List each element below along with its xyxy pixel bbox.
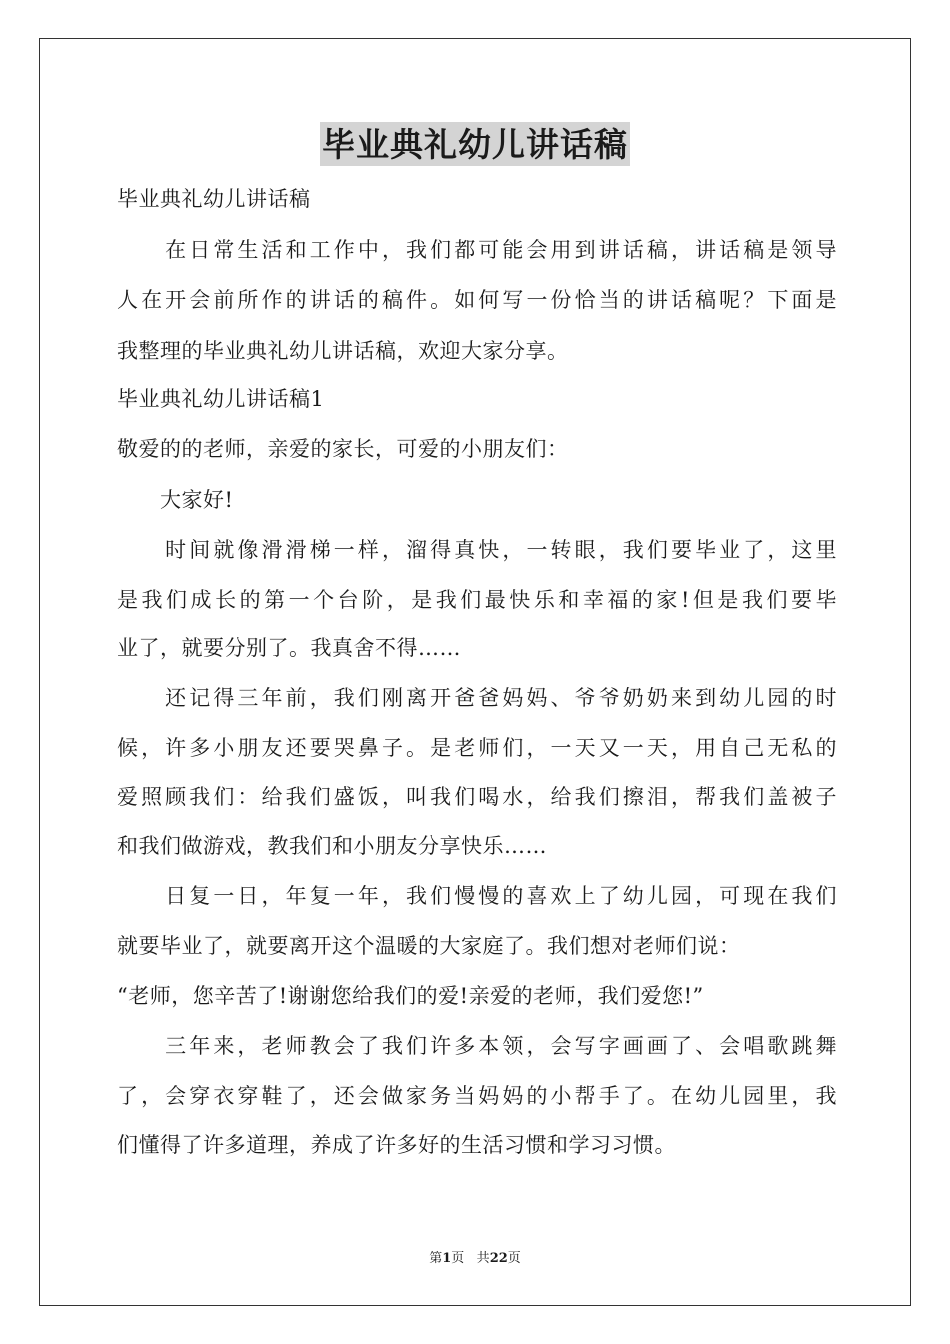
page-footer [0,1247,950,1266]
body-line: 们懂得了许多道理，养成了许多好的生活习惯和学习习惯。 [117,1133,676,1157]
body-line: 我整理的毕业典礼幼儿讲话稿，欢迎大家分享。 [117,339,569,363]
footer-page-suffix: 页 [451,1251,465,1266]
body-line: 三年来，老师教会了我们许多本领，会写字画画了、会唱歌跳舞 [117,1034,837,1058]
salutation-line: 敬爱的的老师，亲爱的家长，可爱的小朋友们： [117,437,569,461]
body-line: 就要毕业了，就要离开这个温暖的大家庭了。我们想对老师们说： [117,934,741,958]
body-line: “老师，您辛苦了!谢谢您给我们的爱!亲爱的老师，我们爱您!” [117,984,704,1008]
body-line: 日复一日，年复一年，我们慢慢的喜欢上了幼儿园，可现在我们 [117,884,837,908]
footer-total-pages: 22 [489,1251,508,1266]
body-line: 在日常生活和工作中，我们都可能会用到讲话稿，讲话稿是领导 [117,238,837,262]
body-line: 还记得三年前，我们刚离开爸爸妈妈、爷爷奶奶来到幼儿园的时 [117,686,837,710]
footer-total-suffix: 页 [507,1251,521,1266]
subtitle-line: 毕业典礼幼儿讲话稿 [117,187,311,211]
body-line: 业了，就要分别了。我真舍不得…… [117,636,461,660]
footer-page-prefix: 第 [429,1251,443,1266]
section-heading: 毕业典礼幼儿讲话稿1 [117,387,325,411]
document-title: 毕业典礼幼儿讲话稿 [320,122,630,166]
body-line: 时间就像滑滑梯一样，溜得真快，一转眼，我们要毕业了，这里 [117,538,837,562]
body-line: 候，许多小朋友还要哭鼻子。是老师们，一天又一天，用自己无私的 [117,736,837,760]
page-border [39,38,911,1306]
body-line: 和我们做游戏，教我们和小朋友分享快乐…… [117,834,547,858]
body-line: 爱照顾我们：给我们盛饭，叫我们喝水，给我们擦泪，帮我们盖被子 [117,785,837,809]
footer-page-number: 1 [442,1251,452,1266]
footer-total-prefix: 共 [476,1251,490,1266]
title-wrap [0,122,950,166]
body-line: 了，会穿衣穿鞋了，还会做家务当妈妈的小帮手了。在幼儿园里，我 [117,1084,837,1108]
body-line: 人在开会前所作的讲话的稿件。如何写一份恰当的讲话稿呢？下面是 [117,288,837,312]
body-line: 是我们成长的第一个台阶，是我们最快乐和幸福的家!但是我们要毕 [117,588,837,612]
greeting-line: 大家好! [117,488,234,512]
